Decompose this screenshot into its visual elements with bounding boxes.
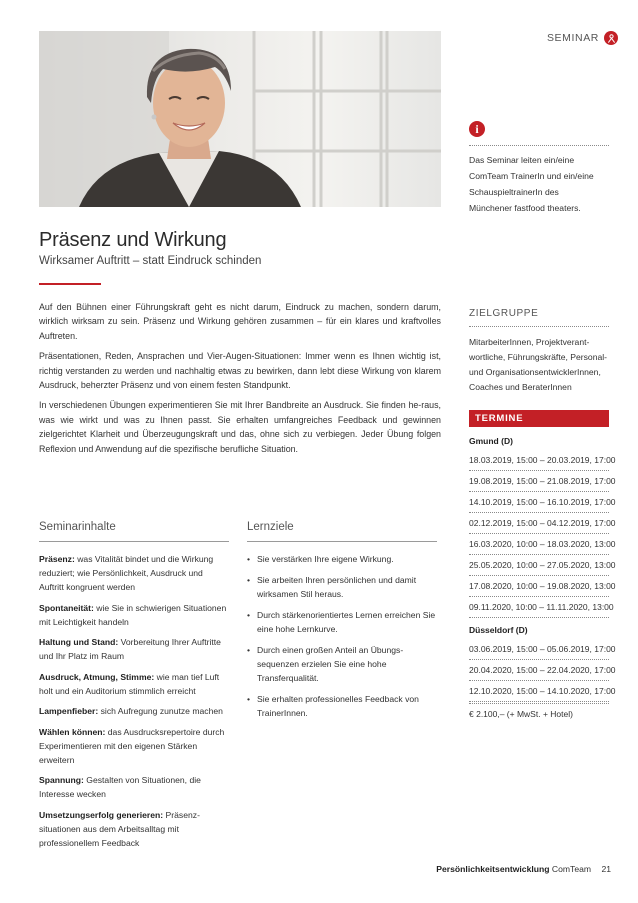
- termine-date: 19.08.2019, 15:00 – 21.08.2019, 17:00: [469, 471, 609, 492]
- info-line: SchauspieltrainerIn des: [469, 187, 559, 197]
- footer-section: Persönlichkeitsentwicklung: [436, 864, 550, 874]
- list-item: • Durch stärkenorientiertes Lernen erreichen Sie eine hohe Lernkurve.: [247, 608, 437, 636]
- page-number: 21: [601, 864, 611, 874]
- termine-date: 25.05.2020, 10:00 – 27.05.2020, 13:00: [469, 555, 609, 576]
- termine-date: 14.10.2019, 15:00 – 16.10.2019, 17:00: [469, 492, 609, 513]
- seminarinhalte-rule: [39, 541, 229, 542]
- person-icon: [604, 31, 618, 45]
- termine-date: 03.06.2019, 15:00 – 05.06.2019, 17:00: [469, 639, 609, 660]
- lernziele-heading: Lernziele: [247, 521, 294, 533]
- zielgruppe-line: und OrganisationsentwicklerInnen,: [469, 367, 601, 377]
- termine-heading: TERMINE: [469, 410, 609, 427]
- list-item: Umsetzungserfolg generieren: Präsenz-situationen aus dem Arbeitsalltag mit professionellem Feedback: [39, 809, 200, 848]
- intro-paragraph: Präsentationen, Reden, Ansprachen und Vier-Augen-Situationen: Immer wenn es Ihnen wichtig ist, richtig verstanden zu werden und nachhaltig etwas zu bewirken, dann lebt diese Wirkung von klarem Ausdruck, beherzter Präsenz und von einem festen Standpunkt.: [39, 351, 441, 391]
- lernziele-list: [247, 552, 437, 727]
- intro-text: [39, 300, 441, 462]
- info-line: Münchener fastfood theaters.: [469, 203, 581, 213]
- list-item: Spannung: Gestalten von Situationen, die Interesse wecken: [39, 775, 201, 799]
- zielgruppe-line: Coaches und BeraterInnen: [469, 382, 572, 392]
- zielgruppe-divider: [469, 326, 609, 327]
- info-note: [469, 152, 604, 216]
- zielgruppe-line: MitarbeiterInnen, Projektverant-: [469, 337, 590, 347]
- page-subtitle: Wirksamer Auftritt – statt Eindruck schinden: [39, 255, 262, 267]
- seminarinhalte-list: [39, 552, 229, 856]
- list-item: Wählen können: das Ausdrucksrepertoire durch Experimentieren mit den eigenen Stärken erweitern: [39, 726, 225, 765]
- zielgruppe-text: [469, 335, 609, 395]
- list-item: Präsenz: was Vitalität bindet und die Wirkung reduziert; wie Persönlichkeit, Ausdruck und Auftritt kongruent werden: [39, 554, 214, 592]
- seminar-tag: [547, 31, 618, 45]
- page-title: Präsenz und Wirkung: [39, 229, 227, 251]
- info-divider: [469, 145, 609, 146]
- intro-paragraph: In verschiedenen Übungen experimentieren Sie mit Ihrer Bandbreite an Ausdruck. Sie finden he-raus, was wie wirkt und was zu Ihnen passt. Sie erhalten umfangreiches Feedback und gewinnen zielgerichtet Klarheit und Überzeugungskraft und das, ohne sich zu verbiegen. Jeder Übung folgen Reflexion und Anwendung auf die spezifische berufliche Situation.: [39, 400, 441, 454]
- info-line: ComTeam TrainerIn und ein/eine: [469, 171, 594, 181]
- termine-list: [469, 433, 616, 726]
- termine-date: 17.08.2020, 10:00 – 19.08.2020, 13:00: [469, 576, 609, 597]
- termine-date: 09.11.2020, 10:00 – 11.11.2020, 13:00: [469, 597, 609, 618]
- list-item: • Sie verstärken Ihre eigene Wirkung.: [247, 552, 437, 566]
- list-item: Haltung und Stand: Vorbereitung Ihrer Auftritte und Ihr Platz im Raum: [39, 637, 221, 661]
- list-item: Ausdruck, Atmung, Stimme: wie man tief Luft holt und ein Auditorium stimmlich erreicht: [39, 671, 220, 696]
- termine-city: Gmund (D): [469, 436, 513, 446]
- price: € 2.100,– (+ MwSt. + Hotel): [469, 709, 573, 719]
- list-item: • Sie arbeiten Ihren persönlichen und damit wirksamen Stil heraus.: [247, 573, 437, 601]
- info-line: Das Seminar leiten ein/eine: [469, 155, 575, 165]
- footer-brand: ComTeam: [551, 864, 592, 874]
- lernziele-rule: [247, 541, 437, 542]
- intro-paragraph: Auf den Bühnen einer Führungskraft geht es nicht darum, Eindruck zu machen, sondern darum, wirklich wirksam zu sein. Präsenz und Wirkung gehören zusammen – für ein klares und kraftvolles Auftreten.: [39, 302, 441, 341]
- seminar-label: SEMINAR: [546, 32, 599, 44]
- title-rule: [39, 283, 101, 285]
- zielgruppe-line: wortliche, Führungskräfte, Personal-: [469, 352, 608, 362]
- termine-date: 12.10.2020, 15:00 – 14.10.2020, 17:00: [469, 681, 609, 702]
- trainer-photo: [39, 31, 441, 207]
- termine-date: 16.03.2020, 10:00 – 18.03.2020, 13:00: [469, 534, 609, 555]
- termine-date: 20.04.2020, 15:00 – 22.04.2020, 17:00: [469, 660, 609, 681]
- seminarinhalte-heading: Seminarinhalte: [39, 521, 116, 533]
- price-divider: [469, 703, 609, 704]
- termine-date: 02.12.2019, 15:00 – 04.12.2019, 17:00: [469, 513, 609, 534]
- list-item: Lampenfieber: sich Aufregung zunutze machen: [39, 706, 223, 716]
- info-icon: i: [469, 121, 485, 137]
- list-item: • Durch einen großen Anteil an Übungs-sequenzen erzielen Sie eine hohe Transferqualität.: [247, 643, 437, 685]
- list-item: Spontaneität: wie Sie in schwierigen Situationen mit Leichtigkeit handeln: [39, 602, 227, 627]
- list-item: • Sie erhalten professionelles Feedback von TrainerInnen.: [247, 692, 437, 720]
- page-footer: [436, 864, 611, 874]
- termine-date: 18.03.2019, 15:00 – 20.03.2019, 17:00: [469, 450, 609, 471]
- termine-city: Düsseldorf (D): [469, 625, 528, 635]
- zielgruppe-heading: ZIELGRUPPE: [469, 308, 539, 319]
